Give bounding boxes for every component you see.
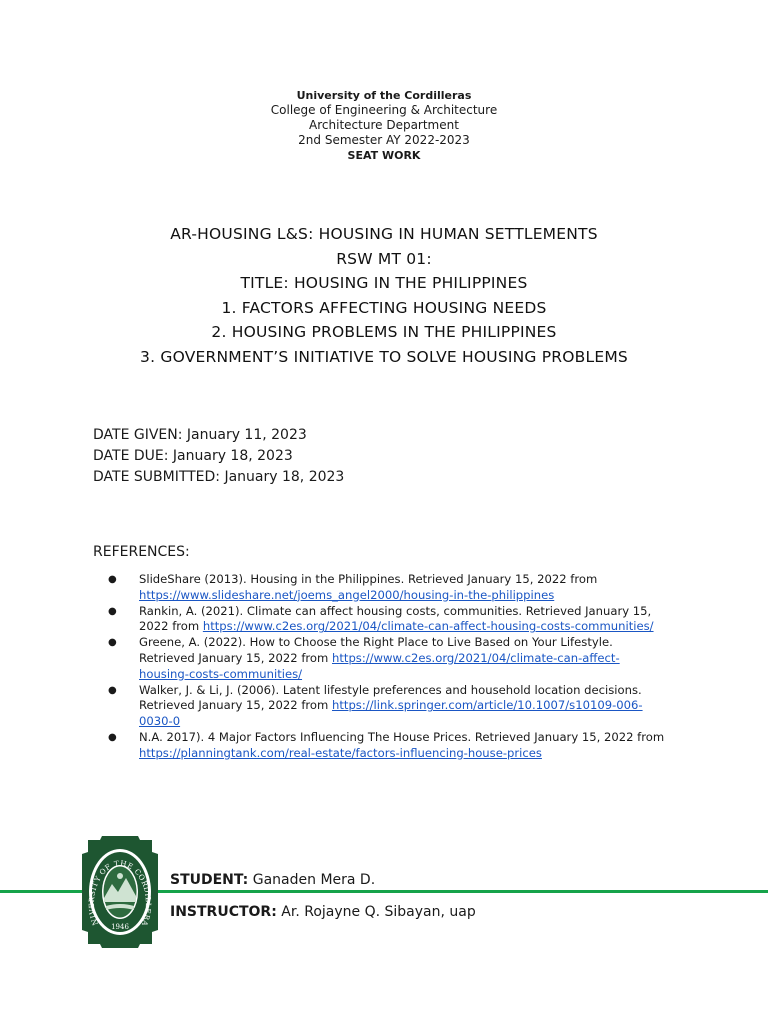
bullet-icon: ● [108, 605, 117, 617]
title-block [0, 222, 768, 369]
reference-item [108, 730, 668, 762]
bullet-icon: ● [108, 731, 117, 743]
student-line [170, 872, 375, 888]
student-name: Ganaden Mera D. [252, 872, 376, 888]
bullet-icon: ● [108, 574, 117, 585]
subtopic-2: 2. HOUSING PROBLEMS IN THE PHILIPPINES [211, 323, 557, 341]
university-name: University of the Cordilleras [296, 89, 472, 102]
seal-year: 1946 [111, 923, 129, 931]
date-due: DATE DUE: January 18, 2023 [93, 448, 293, 464]
references-list [108, 572, 668, 762]
date-given: DATE GIVEN: January 11, 2023 [93, 427, 307, 443]
work-type: SEAT WORK [347, 149, 421, 162]
reference-link[interactable]: https://link.springer.com/article/10.1007/s10109-006-0030-0 [139, 698, 643, 729]
subtopic-3: 3. GOVERNMENT’S INITIATIVE TO SOLVE HOUSING PROBLEMS [140, 347, 628, 366]
instructor-label: INSTRUCTOR: [170, 904, 277, 920]
reference-text: N.A. 2017). 4 Major Factors Influencing The House Prices. Retrieved January 15, 2022 from [139, 729, 665, 744]
reference-item [108, 604, 668, 636]
bullet-icon: ● [108, 637, 117, 649]
reference-text: Rankin, A. (2021). Climate can affect housing costs, communities. Retrieved January 15, 2022 from [139, 603, 652, 634]
work-code: RSW MT 01: [336, 249, 432, 268]
date-submitted: DATE SUBMITTED: January 18, 2023 [93, 469, 345, 485]
reference-item [108, 635, 668, 682]
topic-title: TITLE: HOUSING IN THE PHILIPPINES [240, 274, 528, 292]
university-seal-logo [80, 836, 160, 948]
reference-item [108, 683, 668, 730]
reference-link[interactable]: https://www.c2es.org/2021/04/climate-can-affect-housing-costs-communities/ [202, 619, 654, 634]
seal-text: NIVERSITY OF THE CORDILLERA [86, 858, 154, 928]
semester: 2nd Semester AY 2022-2023 [298, 133, 470, 147]
reference-item [108, 572, 668, 604]
college-name: College of Engineering & Architecture [270, 103, 498, 117]
course-title: AR-HOUSING L&S: HOUSING IN HUMAN SETTLEMENTS [170, 225, 598, 243]
reference-text: Walker, J. & Li, J. (2006). Latent lifestyle preferences and household location decisions. Retrieved January 15, 2022 from [139, 682, 642, 713]
document-header [0, 88, 768, 163]
dates-block [93, 425, 344, 488]
reference-link[interactable]: https://planningtank.com/real-estate/factors-influencing-house-prices [139, 745, 542, 760]
reference-text: SlideShare (2013). Housing in the Philippines. Retrieved January 15, 2022 from [139, 572, 598, 586]
student-label: STUDENT: [170, 872, 249, 888]
instructor-line [170, 904, 476, 920]
reference-link[interactable]: https://www.c2es.org/2021/04/climate-can-affect-housing-costs-communities/ [139, 650, 620, 681]
instructor-name: Ar. Rojayne Q. Sibayan, uap [281, 904, 476, 920]
reference-text: Greene, A. (2022). How to Choose the Right Place to Live Based on Your Lifestyle. Retrieved January 15, 2022 from [139, 635, 613, 665]
reference-link[interactable]: https://www.slideshare.net/joems_angel2000/housing-in-the-philippines [139, 587, 555, 602]
department-name: Architecture Department [309, 118, 459, 132]
references-heading: REFERENCES: [93, 544, 190, 560]
bullet-icon: ● [108, 684, 117, 696]
subtopic-1: 1. FACTORS AFFECTING HOUSING NEEDS [221, 298, 547, 317]
